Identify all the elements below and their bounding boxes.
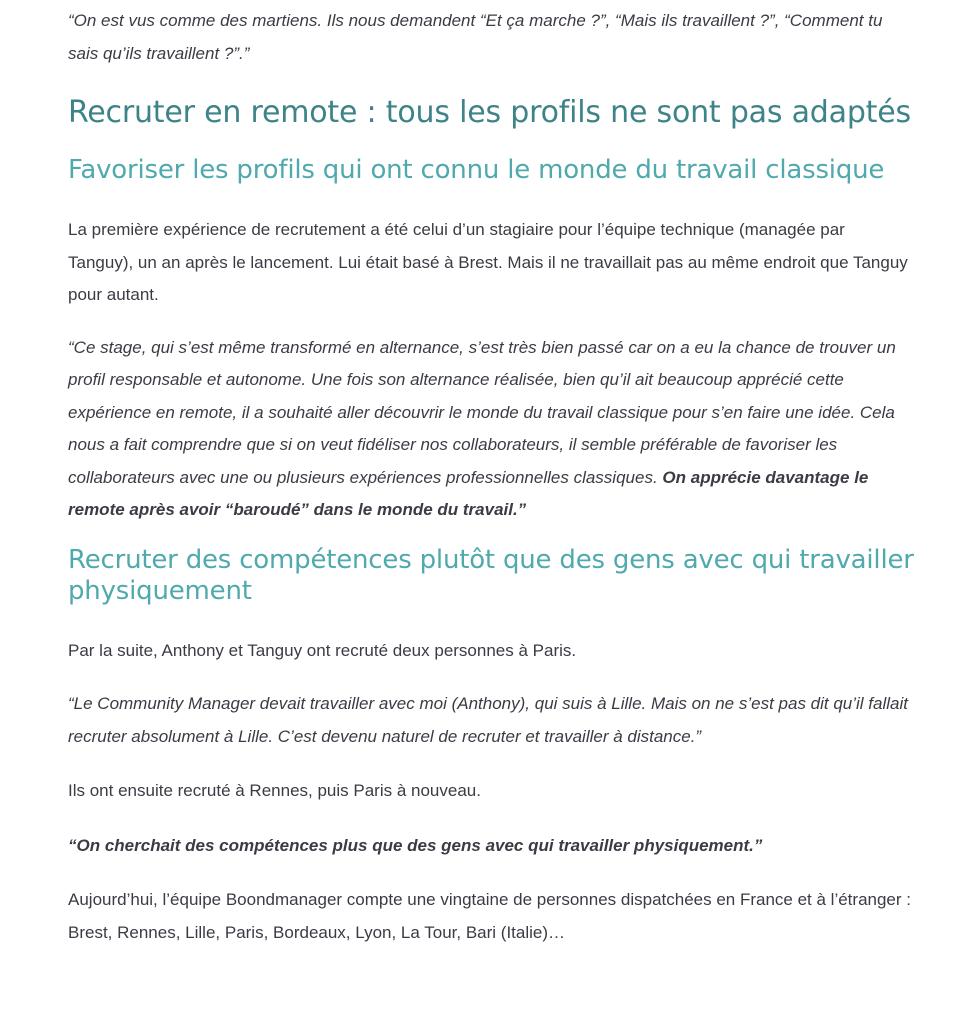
intro-quote: “On est vus comme des martiens. Ils nous demandent “Et ça marche ?”, “Mais ils travaillent ?”, “Comment tu sais qu’ils travaillent ?”.”	[68, 11, 883, 63]
paragraph-paris-hires: Par la suite, Anthony et Tanguy ont recruté deux personnes à Paris.	[68, 640, 577, 660]
quote-internship-text: “Ce stage, qui s’est même transformé en alternance, s’est très bien passé car on a eu la chance de trouver un profil responsable et autonome. Une fois son alternance réalisée, bien qu’il ait beaucoup apprécié cette expérience en remote, il a souhaité aller découvrir le monde du travail classique pour s’en faire une idée. Cela nous a fait comprendre que si on veut fidéliser nos collaborateurs, il semble préférable de favoriser les collaborateurs avec une ou plusieurs expériences professionnelles classiques.	[68, 337, 896, 487]
paragraph-rennes-hires: Ils ont ensuite recruté à Rennes, puis Paris à nouveau.	[68, 781, 481, 800]
subheading-classic-work-profiles: Favoriser les profils qui ont connu le monde du travail classique	[68, 155, 885, 185]
paragraph-first-recruitment: La première expérience de recrutement a été celui d’un stagiaire pour l’équipe technique (managée par Tanguy), un an après le lancement. Lui était basé à Brest. Mais il ne travaillait pas au même endroit que Tanguy pour autant.	[68, 220, 908, 304]
subheading-skills-over-location: Recruter des compétences plutôt que des gens avec qui travailler physiquement	[68, 544, 914, 606]
quote-community-manager: “Le Community Manager devait travailler avec moi (Anthony), qui suis à Lille. Mais on ne s’est pas dit qu’il fallait recruter absolument à Lille. C’est devenu naturel de recruter et travailler à distance.”	[68, 694, 908, 746]
section-heading-recruiting-remote: Recruter en remote : tous les profils ne sont pas adaptés	[68, 95, 911, 130]
paragraph-team-today: Aujourd’hui, l’équipe Boondmanager compte une vingtaine de personnes dispatchées en France et à l’étranger : Brest, Rennes, Lille, Paris, Bordeaux, Lyon, La Tour, Bari (Italie)…	[68, 890, 911, 942]
quote-internship	[68, 332, 914, 527]
quote-skills: “On cherchait des compétences plus que des gens avec qui travailler physiquement.”	[68, 835, 763, 855]
quote-internship-emphasis: On apprécie davantage le remote après avoir “baroudé” dans le monde du travail.”	[68, 467, 869, 519]
